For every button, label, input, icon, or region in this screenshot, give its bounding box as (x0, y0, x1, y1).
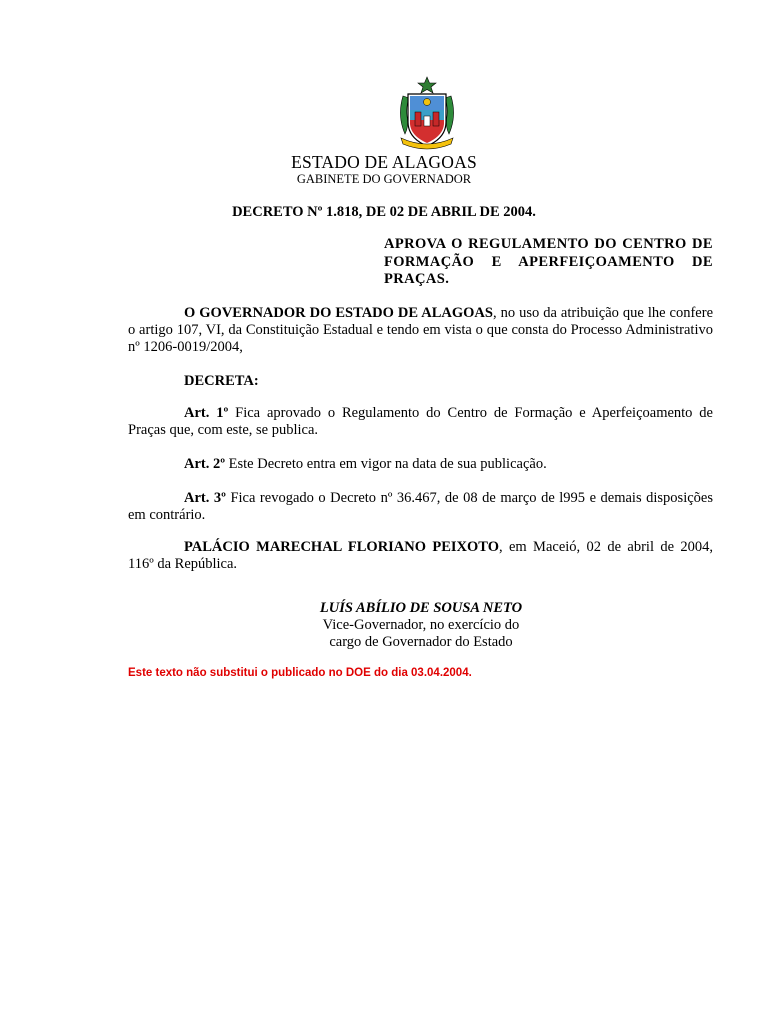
article-2 (128, 456, 713, 473)
signatory-role-line-2: cargo de Governador do Estado (329, 634, 513, 650)
preamble-paragraph (128, 305, 713, 356)
article-text: Este Decreto entra em vigor na data de sua publicação. (225, 456, 547, 472)
signatory-role-line-1: Vice-Governador, no exercício do (322, 617, 520, 633)
closing-paragraph (128, 539, 713, 573)
closing-place: PALÁCIO MARECHAL FLORIANO PEIXOTO (184, 539, 499, 555)
publication-notice: Este texto não substitui o publicado no DOE do dia 03.04.2004. (128, 667, 472, 679)
state-title: ESTADO DE ALAGOAS (291, 152, 477, 172)
closing-text: , em Maceió, 02 de abril de 2004, 116º da República. (128, 539, 713, 572)
article-text: Fica revogado o Decreto nº 36.467, de 08 de março de l995 e demais disposições em contrário. (128, 490, 713, 523)
decree-summary: APROVA O REGULAMENTO DO CENTRO DE FORMAÇÃO E APERFEIÇOAMENTO DE PRAÇAS. (384, 236, 713, 287)
article-1 (128, 405, 713, 439)
signatory-name: LUÍS ABÍLIO DE SOUSA NETO (319, 600, 523, 616)
article-label: Art. 3º (184, 490, 226, 506)
decreta-heading: DECRETA: (184, 373, 259, 389)
article-label: Art. 2º (184, 456, 226, 472)
preamble-text: , no uso da atribuição que lhe confere o artigo 107, VI, da Constituição Estadual e tendo em vista o que consta do Processo Administrativo nº 1206-0019/2004, (128, 305, 713, 355)
decree-title: DECRETO Nº 1.818, DE 02 DE ABRIL DE 2004. (232, 204, 536, 220)
article-label: Art. 1º (184, 405, 229, 421)
preamble-authority: O GOVERNADOR DO ESTADO DE ALAGOAS (184, 305, 493, 321)
article-text: Fica aprovado o Regulamento do Centro de Formação e Aperfeiçoamento de Praças que, com este, se publica. (128, 405, 713, 438)
article-3 (128, 490, 713, 524)
alagoas-coat-of-arms-icon (395, 76, 459, 150)
cabinet-subtitle: GABINETE DO GOVERNADOR (296, 172, 472, 186)
